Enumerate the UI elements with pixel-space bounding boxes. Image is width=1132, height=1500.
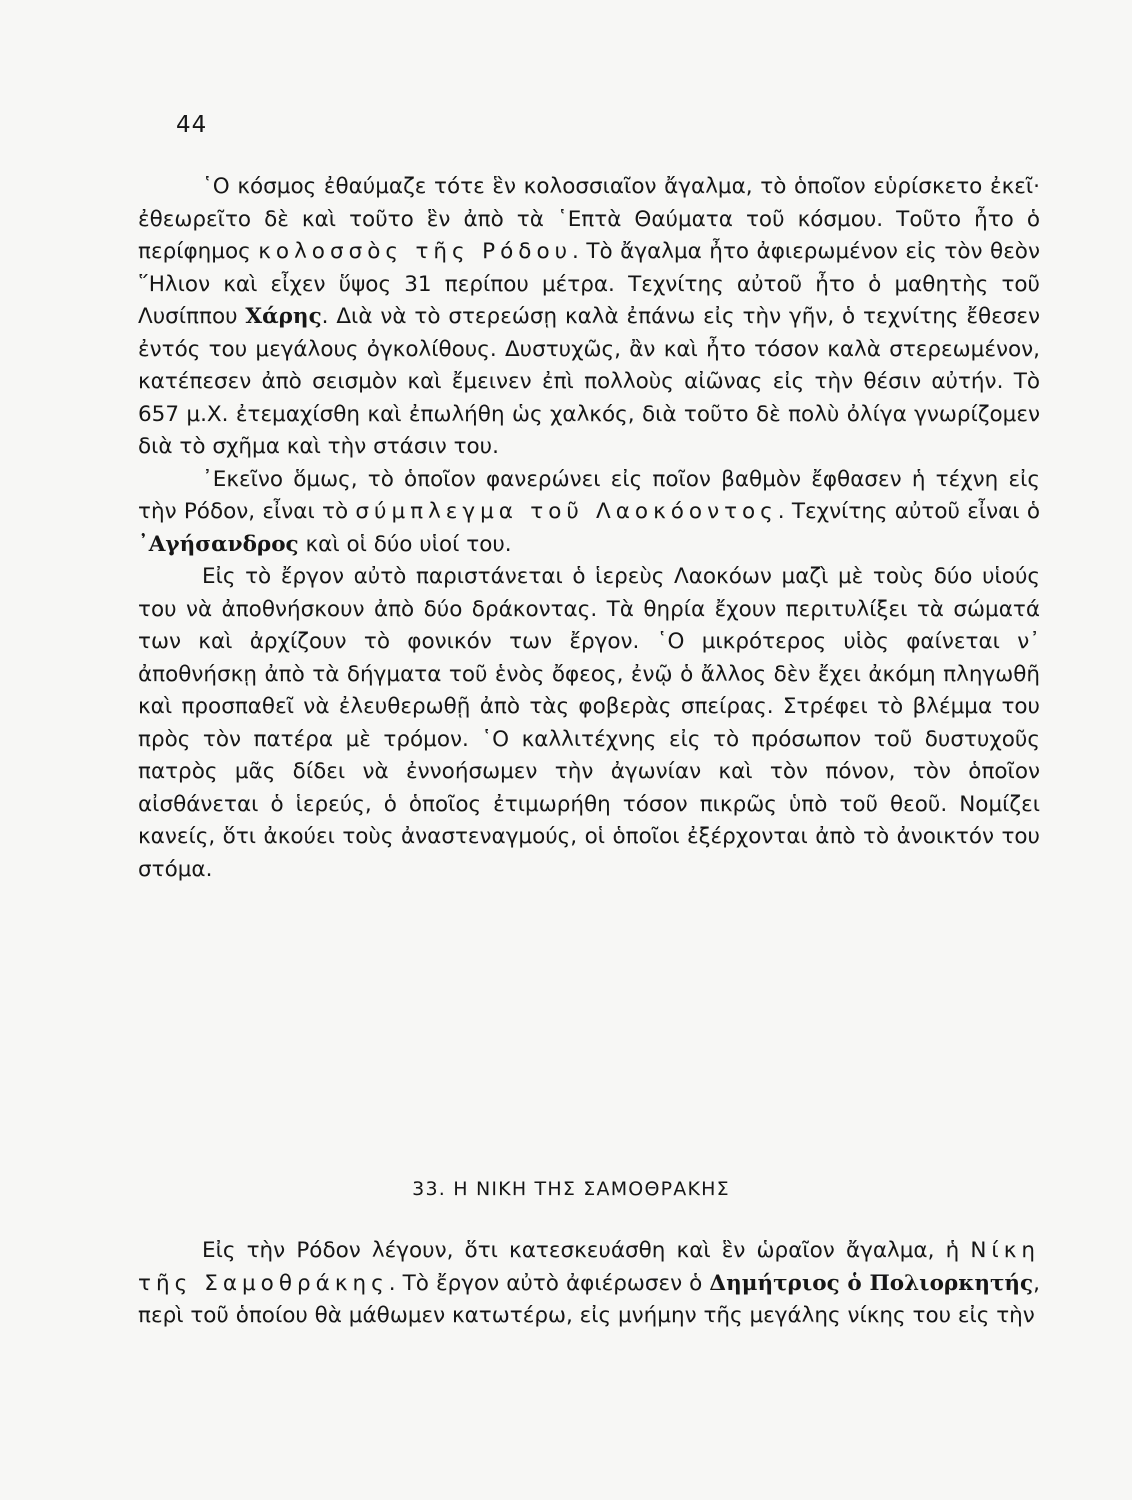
artist-name-chares: Χάρης — [245, 304, 322, 329]
page-number: 44 — [176, 112, 208, 138]
laocoon-paragraph — [138, 464, 1040, 562]
colossus-text-3: . Διὰ νὰ τὸ στερεώσῃ καλὰ ἐπάνω εἰς τὴν γῆν, ὁ τεχνίτης ἔθεσεν ἐντός του μεγάλους ὀγκολίθους. Δυστυχῶς, ἂν καὶ ἦτο τόσον καλὰ στερεωμένον, κατέπεσεν ἀπὸ σεισμὸν καὶ ἔμεινεν ἐπὶ πολλοὺς αἰῶνας εἰς τὴν θέσιν αὐτήν. Τὸ 657 μ.Χ. ἐτεμαχίσθη καὶ ἐπωλήθη ὡς χαλκός, διὰ τοῦτο δὲ πολὺ ὀλίγα γνωρίζομεν διὰ τὸ σχῆμα καὶ τὴν στάσιν του. — [138, 304, 1041, 459]
nike-text-2: . Τὸ ἔργον αὐτὸ ἀφιέρωσεν ὁ — [388, 1270, 710, 1296]
laocoon-text-1: ᾿Εκεῖνο ὅμως, τὸ ὁποῖον φανερώνει εἰς ποῖον βαθμὸν ἔφθασεν ἡ τέχνη εἰς τὴν Ρόδον, εἶναι τὸ — [138, 466, 1040, 524]
colossus-text-1: ῾Ο κόσμος ἐθαύμαζε τότε ἓν κολοσσιαῖον ἄγαλμα, τὸ ὁποῖον εὑρίσκετο ἐκεῖ· ἐθεωρεῖτο δὲ καὶ τοῦτο ἓν ἀπὸ τὰ ῾Επτὰ Θαύματα τοῦ κόσμου. Τοῦτο ἦτο ὁ περίφημος — [138, 174, 1040, 264]
nike-text-3: , περὶ τοῦ ὁποίου θὰ μάθωμεν κατωτέρω, εἰς μνήμην τῆς μεγάλης νίκης του εἰς τὴν — [138, 1270, 1040, 1328]
name-demetrios: Δημήτριος ὁ Πολιορκητής — [709, 1270, 1034, 1296]
laocoon-text-3: καὶ οἱ δύο υἱοί του. — [298, 531, 512, 557]
laocoon-text-2: . Τεχνίτης αὐτοῦ εἶναι ὁ — [777, 499, 1040, 524]
artist-name-agesandros: ᾿Αγήσανδρος — [138, 531, 299, 557]
colossus-paragraph — [138, 171, 1040, 464]
nike-paragraph — [138, 1235, 1040, 1333]
section-text-block — [138, 1235, 1040, 1333]
nike-text-1: Εἰς τὴν Ρόδον λέγουν, ὅτι κατεσκευάσθη καὶ ἓν ὡραῖον ἄγαλμα, ἡ — [202, 1238, 971, 1263]
nike-emphasis: Νίκη τῆς Σαμοθράκης — [138, 1238, 1040, 1296]
colossus-text-2: . Τὸ ἄγαλμα ἦτο ἀφιερωμένον εἰς τὸν θεὸν ῞Ηλιον καὶ εἶχεν ὕψος 31 περίπου μέτρα. Τεχνίτης αὐτοῦ ἦτο ὁ μαθητὴς τοῦ Λυσίππου — [138, 239, 1040, 329]
laocoon-emphasis: σύμπλεγμα τοῦ Λαοκόοντος — [355, 499, 778, 524]
colossus-emphasis: κολοσσὸς τῆς Ρόδου — [258, 239, 573, 264]
main-text-block — [138, 171, 1040, 886]
description-paragraph: Εἰς τὸ ἔργον αὐτὸ παριστάνεται ὁ ἱερεὺς Λαοκόων μαζὶ μὲ τοὺς δύο υἱούς του νὰ ἀποθνήσκουν ἀπὸ δύο δράκοντας. Τὰ θηρία ἔχουν περιτυλίξει τὰ σώματά των καὶ ἀρχίζουν τὸ φονικόν των ἔργον. ῾Ο μικρότερος υἱὸς φαίνεται ν᾿ ἀποθνήσκῃ ἀπὸ τὰ δήγματα τοῦ ἑνὸς ὄφεος, ἐνῷ ὁ ἄλλος δὲν ἔχει ἀκόμη πληγωθῆ καὶ προσπαθεῖ νὰ ἐλευθερωθῇ ἀπὸ τὰς φοβερὰς σπείρας. Στρέφει τὸ βλέμμα του πρὸς τὸν πατέρα μὲ τρόμον. ῾Ο καλλιτέχνης εἰς τὸ πρόσωπον τοῦ δυστυχοῦς πατρὸς μᾶς δίδει νὰ ἐννοήσωμεν τὴν ἀγωνίαν καὶ τὸν πόνον, τὸν ὁποῖον αἰσθάνεται ὁ ἱερεύς, ὁ ὁποῖος ἐτιμωρήθη τόσον πικρῶς ὑπὸ τοῦ θεοῦ. Νομίζει κανείς, ὅτι ἀκούει τοὺς ἀναστεναγμούς, οἱ ὁποῖοι ἐξέρχονται ἀπὸ τὸ ἀνοικτόν του στόμα. — [138, 564, 1040, 882]
section-heading: 33. Η ΝΙΚΗ ΤΗΣ ΣΑΜΟΘΡΑΚΗΣ — [412, 1178, 730, 1200]
